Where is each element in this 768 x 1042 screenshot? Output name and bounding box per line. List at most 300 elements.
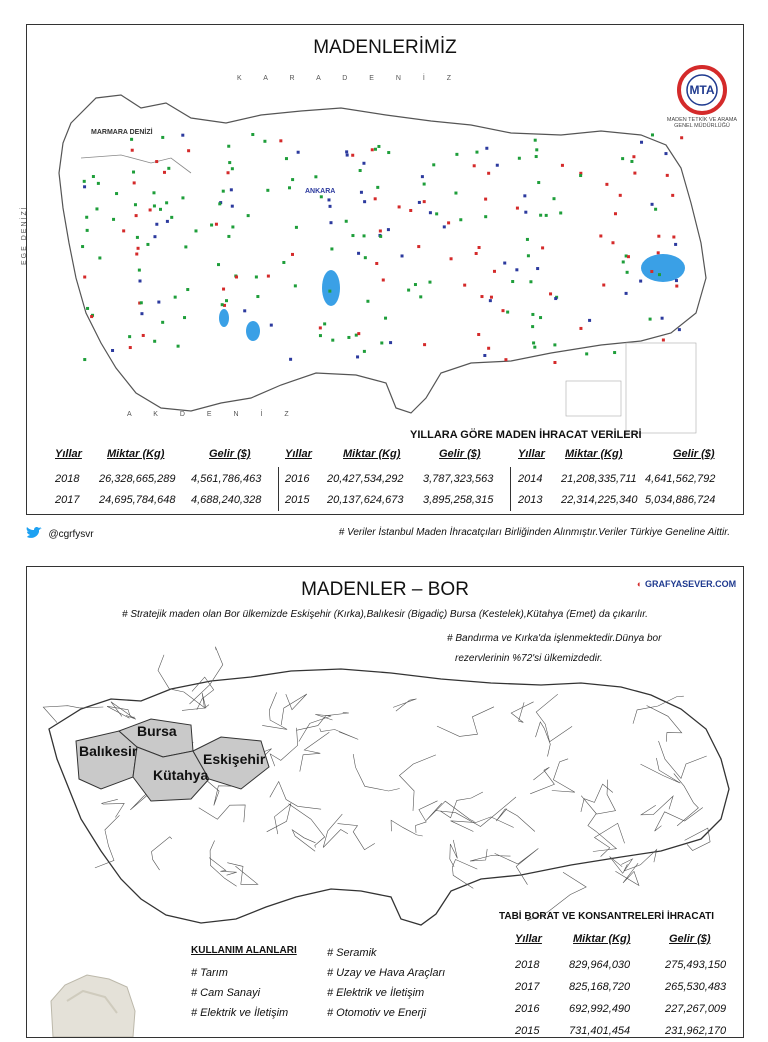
mine-marker: [137, 247, 140, 250]
mine-marker: [409, 209, 412, 212]
mine-marker: [351, 154, 354, 157]
mine-marker: [493, 270, 496, 273]
mine-marker: [291, 253, 294, 256]
mine-marker: [330, 247, 333, 250]
mine-marker: [535, 155, 538, 158]
mine-marker: [222, 190, 225, 193]
mine-marker: [374, 197, 377, 200]
mine-marker: [454, 192, 457, 195]
mine-marker: [539, 214, 542, 217]
mine-marker: [531, 313, 534, 316]
mine-marker: [605, 183, 608, 186]
mine-marker: [297, 151, 300, 154]
map-legend-box-2: [566, 381, 621, 416]
label-balikesir: Balıkesir: [79, 743, 138, 759]
mine-marker: [503, 262, 506, 265]
mine-marker: [506, 311, 509, 314]
borate-table-title: TABİ BORAT VE KONSANTRELERİ İHRACATI: [499, 911, 714, 922]
mine-marker: [602, 284, 605, 287]
mine-marker: [613, 351, 616, 354]
table-cell: 265,530,483: [665, 981, 727, 993]
mine-marker: [153, 340, 156, 343]
mine-marker: [111, 349, 114, 352]
mine-marker: [662, 338, 665, 341]
table-cell: 2017: [515, 981, 540, 993]
mine-marker: [625, 292, 628, 295]
page-title: MADENLERİMİZ: [313, 37, 457, 58]
mine-marker: [455, 153, 458, 156]
mine-marker: [329, 205, 332, 208]
mine-marker: [146, 243, 149, 246]
mine-marker: [289, 358, 292, 361]
mine-marker: [227, 145, 230, 148]
use-item: # Cam Sanayi: [191, 987, 261, 999]
mine-marker: [231, 167, 234, 170]
mine-marker: [83, 276, 86, 279]
mine-marker: [475, 151, 478, 154]
table-cell: 2014: [518, 473, 543, 485]
mine-marker: [585, 352, 588, 355]
city-label-ankara: ANKARA: [305, 188, 336, 195]
mine-marker: [515, 268, 518, 271]
mine-marker: [135, 253, 138, 256]
boron-intro: # Stratejik maden olan Bor ülkemizde Eskişehir (Kırka),Balıkesir (Bigadiç) Bursa (Kestelek),Kütahya (Emet) da çıkarılır.: [122, 609, 648, 620]
mine-marker: [167, 167, 170, 170]
mine-marker: [559, 211, 562, 214]
turkey-province-map: [41, 629, 731, 929]
mine-marker: [140, 312, 143, 315]
mine-marker: [675, 285, 678, 288]
mine-marker: [526, 238, 529, 241]
mine-marker: [384, 317, 387, 320]
mine-marker: [218, 202, 221, 205]
sea-label-mediterranean: A K D E N İ Z: [127, 411, 299, 418]
mine-marker: [553, 197, 556, 200]
mine-marker: [489, 299, 492, 302]
lake-van: [641, 254, 685, 282]
mine-marker: [423, 183, 426, 186]
mine-marker: [330, 221, 333, 224]
lake-egirdir: [219, 309, 229, 327]
mine-marker: [450, 257, 453, 260]
mine-marker: [356, 355, 359, 358]
col-header-amount: Miktar (Kg): [343, 448, 401, 460]
col-header-year: Yıllar: [515, 933, 542, 945]
mine-marker: [328, 290, 331, 293]
boron-note-line-1: # Bandırma ve Kırka'da işlenmektedir.Dünya bor: [447, 633, 662, 644]
mine-marker: [622, 260, 625, 263]
mine-marker: [282, 261, 285, 264]
mine-marker: [554, 297, 557, 300]
mine-marker: [210, 224, 213, 227]
table-cell: 3,895,258,315: [423, 494, 494, 506]
mine-marker: [194, 229, 197, 232]
globe-icon: ◐: [637, 579, 643, 589]
mine-marker: [181, 134, 184, 137]
mta-caption: MADEN TETKİK VE ARAMA GENEL MÜDÜRLÜĞÜ: [666, 117, 738, 129]
mine-marker: [371, 148, 374, 151]
table-cell: 2018: [515, 959, 540, 971]
mine-marker: [421, 175, 424, 178]
mine-marker: [360, 191, 363, 194]
mine-marker: [666, 174, 669, 177]
use-item: # Tarım: [191, 967, 228, 979]
mine-marker: [251, 133, 254, 136]
mine-marker: [537, 181, 540, 184]
table-cell: 227,267,009: [665, 1003, 727, 1015]
mine-marker: [267, 275, 270, 278]
mine-marker: [463, 284, 466, 287]
province-border: [610, 857, 633, 874]
table-cell: 5,034,886,724: [645, 494, 716, 506]
mine-marker: [579, 327, 582, 330]
mine-marker: [651, 133, 654, 136]
col-header-amount: Miktar (Kg): [573, 933, 631, 945]
table-cell: 231,962,170: [665, 1025, 727, 1037]
col-header-amount: Miktar (Kg): [565, 448, 623, 460]
mine-marker: [480, 295, 483, 298]
mine-marker: [346, 154, 349, 157]
mine-marker: [407, 289, 410, 292]
mine-marker: [314, 175, 317, 178]
mine-marker: [174, 296, 177, 299]
mine-marker: [619, 194, 622, 197]
mine-marker: [323, 322, 326, 325]
mine-marker: [115, 192, 118, 195]
mine-marker: [614, 212, 617, 215]
map-legend-box: [626, 343, 696, 433]
table-cell: 3,787,323,563: [423, 473, 494, 485]
mine-marker: [227, 235, 230, 238]
lake-tuz: [322, 270, 340, 306]
mine-marker: [545, 214, 548, 217]
mine-marker: [215, 223, 218, 226]
mine-marker: [166, 220, 169, 223]
table-cell: 2015: [285, 494, 310, 506]
mine-marker: [401, 254, 404, 257]
table-cell: 20,427,534,292: [327, 473, 404, 485]
mine-marker: [389, 341, 392, 344]
mine-marker: [161, 321, 164, 324]
table-cell: 24,695,784,648: [99, 494, 176, 506]
mine-marker: [152, 191, 155, 194]
table-cell: 275,493,150: [665, 959, 727, 971]
mine-marker: [541, 246, 544, 249]
mine-marker: [429, 211, 432, 214]
mine-marker: [678, 328, 681, 331]
mine-marker: [132, 171, 135, 174]
mine-marker: [523, 194, 526, 197]
mine-marker: [549, 292, 552, 295]
turkey-outline: [59, 95, 706, 413]
mine-marker: [599, 234, 602, 237]
mine-marker: [649, 318, 652, 321]
mine-marker: [533, 346, 536, 349]
mine-marker: [140, 301, 143, 304]
mine-marker: [639, 280, 642, 283]
mine-marker: [170, 216, 173, 219]
mta-logo-text: MTA: [689, 83, 715, 97]
mine-marker: [279, 139, 282, 142]
label-eskisehir: Eskişehir: [203, 751, 266, 767]
mine-marker: [366, 300, 369, 303]
mine-marker: [155, 223, 158, 226]
mine-marker: [243, 309, 246, 312]
mine-marker: [377, 145, 380, 148]
mine-marker: [357, 252, 360, 255]
mine-marker: [183, 316, 186, 319]
export-table-title: YILLARA GÖRE MADEN İHRACAT VERİLERİ: [410, 429, 642, 441]
mine-marker: [345, 220, 348, 223]
sea-label-aegean: EGE DENİZİ: [21, 205, 28, 265]
mine-marker: [487, 172, 490, 175]
mine-marker: [83, 180, 86, 183]
mine-marker: [428, 281, 431, 284]
use-item: # Seramik: [327, 947, 377, 959]
mine-marker: [516, 207, 519, 210]
mine-marker: [487, 347, 490, 350]
col-header-income: Gelir ($): [669, 933, 711, 945]
table-cell: 26,328,665,289: [99, 473, 176, 485]
table-cell: 22,314,225,340: [561, 494, 638, 506]
col-header-amount: Miktar (Kg): [107, 448, 165, 460]
col-header-year: Yıllar: [55, 448, 82, 460]
source-note: # Veriler İstanbul Maden İhracatçıları Birliğinden Alınmıştır.Veriler Türkiye Geneline Aittir.: [338, 527, 730, 538]
mine-marker: [374, 148, 377, 151]
mine-marker: [588, 319, 591, 322]
mine-marker: [364, 256, 367, 259]
mine-marker: [419, 295, 422, 298]
mine-marker: [654, 208, 657, 211]
mine-marker: [375, 262, 378, 265]
mine-marker: [674, 243, 677, 246]
twitter-handle-row[interactable]: [26, 524, 94, 542]
mine-marker: [142, 334, 145, 337]
mine-marker: [423, 343, 426, 346]
label-bursa: Bursa: [137, 723, 177, 739]
mine-marker: [485, 147, 488, 150]
mine-marker: [231, 205, 234, 208]
mine-marker: [255, 275, 258, 278]
mine-marker: [632, 155, 635, 158]
mine-marker: [155, 160, 158, 163]
mine-marker: [477, 333, 480, 336]
table-divider: [278, 467, 279, 511]
mine-marker: [133, 181, 136, 184]
table-cell: 2017: [55, 494, 80, 506]
mine-marker: [363, 200, 366, 203]
mine-marker: [86, 229, 89, 232]
lake-beysehir: [246, 321, 260, 341]
mine-marker: [331, 339, 334, 342]
mine-marker: [256, 295, 259, 298]
mine-marker: [351, 234, 354, 237]
mine-marker: [270, 324, 273, 327]
col-header-income: Gelir ($): [673, 448, 715, 460]
twitter-handle: @cgrfysvr: [48, 529, 94, 540]
mine-marker: [294, 284, 297, 287]
mine-marker: [680, 136, 683, 139]
table-cell: 2013: [518, 494, 543, 506]
mine-marker: [621, 157, 624, 160]
mine-marker: [382, 279, 385, 282]
table-cell: 2016: [285, 473, 310, 485]
table-cell: 692,992,490: [569, 1003, 631, 1015]
use-item: # Uzay ve Hava Araçları: [327, 967, 446, 979]
mine-marker: [186, 288, 189, 291]
mine-marker: [553, 343, 556, 346]
mine-marker: [502, 309, 505, 312]
mine-marker: [379, 229, 382, 232]
mines-map-panel: [21, 24, 744, 515]
mine-marker: [672, 236, 675, 239]
mine-marker: [362, 162, 365, 165]
mine-marker: [657, 235, 660, 238]
col-header-year: Yıllar: [518, 448, 545, 460]
mine-marker: [327, 198, 330, 201]
boron-panel: [26, 566, 744, 1038]
mine-marker: [235, 275, 238, 278]
mine-marker: [129, 346, 132, 349]
mine-marker: [363, 234, 366, 237]
table-cell: 2018: [55, 473, 80, 485]
col-header-income: Gelir ($): [439, 448, 481, 460]
use-item: # Elektrik ve İletişim: [327, 987, 425, 999]
mine-marker: [95, 207, 98, 210]
use-item: # Elektrik ve İletişim: [191, 1007, 289, 1019]
mine-marker: [661, 317, 664, 320]
table-cell: 731,401,454: [569, 1025, 631, 1037]
mine-marker: [529, 280, 532, 283]
mine-marker: [131, 149, 134, 152]
mine-marker: [153, 204, 156, 207]
mine-marker: [633, 172, 636, 175]
boron-title: MADENLER – BOR: [301, 579, 469, 600]
mine-marker: [222, 288, 225, 291]
mine-marker: [128, 335, 131, 338]
table-cell: 829,964,030: [569, 959, 631, 971]
mine-marker: [263, 140, 266, 143]
mine-marker: [345, 150, 348, 153]
mine-marker: [524, 211, 527, 214]
mine-marker: [149, 208, 152, 211]
mine-marker: [90, 315, 93, 318]
mine-marker: [459, 218, 462, 221]
table-cell: 2015: [515, 1025, 540, 1037]
mine-marker: [579, 174, 582, 177]
mine-marker: [83, 185, 86, 188]
mine-marker: [539, 316, 542, 319]
mine-marker: [447, 221, 450, 224]
mine-marker: [532, 341, 535, 344]
mine-marker: [531, 325, 534, 328]
mine-marker: [92, 175, 95, 178]
col-header-year: Yıllar: [285, 448, 312, 460]
mine-marker: [534, 139, 537, 142]
mine-marker: [97, 182, 100, 185]
grafyasever-logo-text: GRAFYASEVER.COM: [644, 579, 737, 589]
mine-marker: [484, 215, 487, 218]
mine-marker: [650, 270, 653, 273]
mine-marker: [473, 164, 476, 167]
mine-marker: [83, 358, 86, 361]
mine-marker: [496, 164, 499, 167]
mine-marker: [134, 203, 137, 206]
mine-marker: [536, 267, 539, 270]
mine-marker: [657, 251, 660, 254]
mine-marker: [435, 212, 438, 215]
mine-marker: [527, 254, 530, 257]
table-cell: 4,561,786,463: [191, 473, 262, 485]
mine-marker: [387, 228, 390, 231]
sea-label-marmara: MARMARA DENİZİ: [91, 129, 153, 136]
mine-marker: [247, 214, 250, 217]
mine-marker: [122, 229, 125, 232]
mine-marker: [553, 361, 556, 364]
mine-marker: [130, 138, 133, 141]
mine-marker: [319, 334, 322, 337]
mine-marker: [291, 178, 294, 181]
mine-marker: [135, 214, 138, 217]
mine-marker: [658, 273, 661, 276]
mine-marker: [187, 149, 190, 152]
mine-marker: [181, 196, 184, 199]
table-cell: 21,208,335,711: [561, 473, 637, 485]
mine-marker: [295, 226, 298, 229]
twitter-bird-icon: [26, 526, 44, 540]
table-cell: 4,641,562,792: [645, 473, 716, 485]
mine-marker: [675, 279, 678, 282]
mine-marker: [81, 245, 84, 248]
mine-marker: [423, 200, 426, 203]
mine-marker: [357, 332, 360, 335]
mine-marker: [417, 245, 420, 248]
turkey-mines-map: [41, 63, 731, 438]
mine-marker: [230, 188, 233, 191]
mine-marker: [86, 307, 89, 310]
mine-marker: [228, 161, 231, 164]
mine-marker: [184, 245, 187, 248]
mine-marker: [504, 358, 507, 361]
table-cell: 825,168,720: [569, 981, 631, 993]
mine-marker: [153, 235, 156, 238]
mine-marker: [511, 280, 514, 283]
mine-marker: [320, 195, 323, 198]
boron-mineral-photo: [47, 971, 137, 1037]
mine-marker: [157, 301, 160, 304]
mine-marker: [225, 299, 228, 302]
label-kutahya: Kütahya: [153, 767, 209, 783]
mine-marker: [85, 216, 88, 219]
grafyasever-logo: [637, 579, 736, 589]
mine-marker: [398, 205, 401, 208]
uses-title: KULLANIM ALANLARI: [191, 945, 297, 956]
mine-marker: [561, 164, 564, 167]
mine-marker: [611, 241, 614, 244]
mine-marker: [112, 218, 115, 221]
mine-marker: [136, 236, 139, 239]
mine-marker: [347, 336, 350, 339]
mine-marker: [227, 171, 230, 174]
mine-marker: [518, 157, 521, 160]
mine-marker: [490, 296, 493, 299]
mine-marker: [432, 163, 435, 166]
mine-marker: [363, 350, 366, 353]
mine-marker: [266, 189, 269, 192]
boron-note-line-2: rezervlerinin %72'si ülkemizdedir.: [455, 653, 603, 664]
table-cell: 2016: [515, 1003, 540, 1015]
mine-marker: [627, 255, 630, 258]
